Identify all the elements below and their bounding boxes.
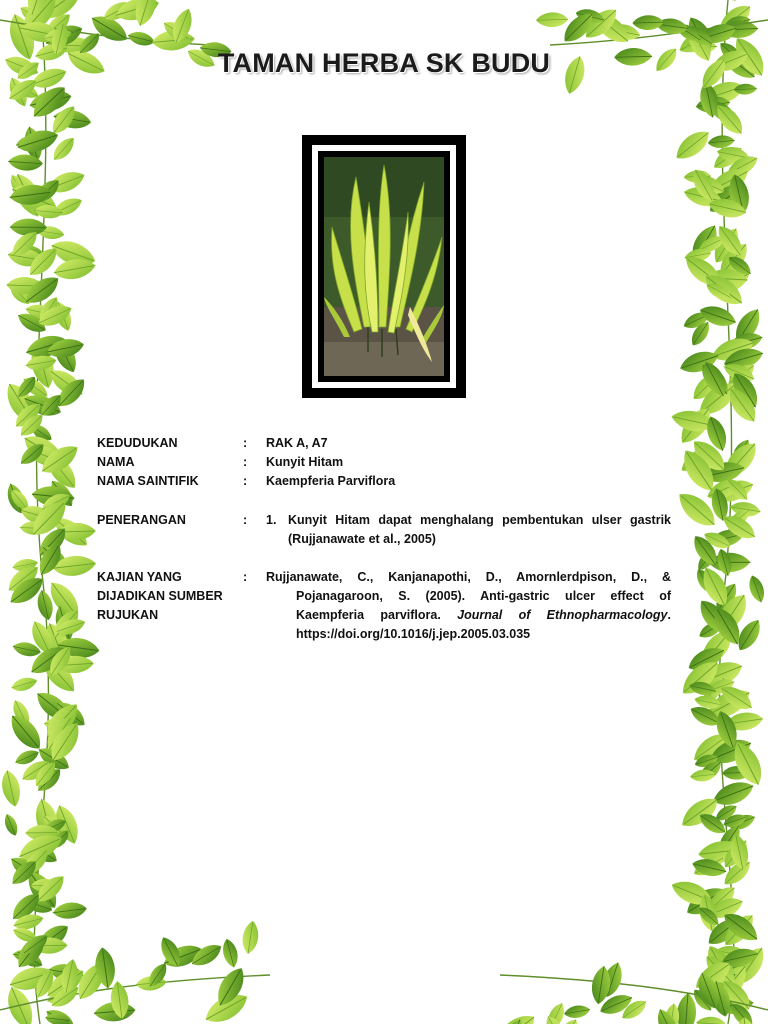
plant-photo	[324, 157, 444, 376]
value-kedudukan: RAK A, A7	[266, 436, 328, 450]
label-nama: NAMA	[97, 455, 135, 469]
journal-title: Journal of Ethnopharmacology	[457, 608, 668, 622]
ref-line-3-plain: Kaempferia parviflora.	[296, 608, 458, 622]
penerangan-line-1: Kunyit Hitam dapat menghalang pembentukan ulser gastrik	[288, 513, 671, 527]
ref-line-3	[296, 606, 671, 625]
value-nama-saintifik: Kaempferia Parviflora	[266, 474, 396, 488]
plant-photo-frame	[302, 135, 466, 398]
doi-link: https://doi.org/10.1016/j.jep.2005.03.035	[296, 627, 531, 641]
label-nama-saintifik: NAMA SAINTIFIK	[97, 474, 199, 488]
label-kedudukan: KEDUDUKAN	[97, 436, 178, 450]
label-penerangan: PENERANGAN	[97, 513, 186, 527]
colon: :	[243, 455, 248, 469]
list-number: 1.	[266, 513, 277, 527]
colon: :	[243, 513, 248, 527]
penerangan-line-2: (Rujjanawate et al., 2005)	[288, 532, 436, 546]
value-nama: Kunyit Hitam	[266, 455, 344, 469]
ref-line-2: Pojanagaroon, S. (2005). Anti-gastric ulcer effect of	[296, 589, 671, 603]
colon: :	[243, 436, 248, 450]
ref-line-3-end: .	[667, 608, 671, 622]
colon: :	[243, 474, 248, 488]
colon: :	[243, 570, 248, 584]
page-title: TAMAN HERBA SK BUDU	[217, 48, 551, 78]
ref-line-1: Rujjanawate, C., Kanjanapothi, D., Amornlerdpison, D., &	[266, 570, 671, 584]
label-kajian-1: KAJIAN YANG	[97, 570, 182, 584]
label-kajian-3: RUJUKAN	[97, 608, 159, 622]
label-kajian-2: DIJADIKAN SUMBER	[97, 589, 223, 603]
